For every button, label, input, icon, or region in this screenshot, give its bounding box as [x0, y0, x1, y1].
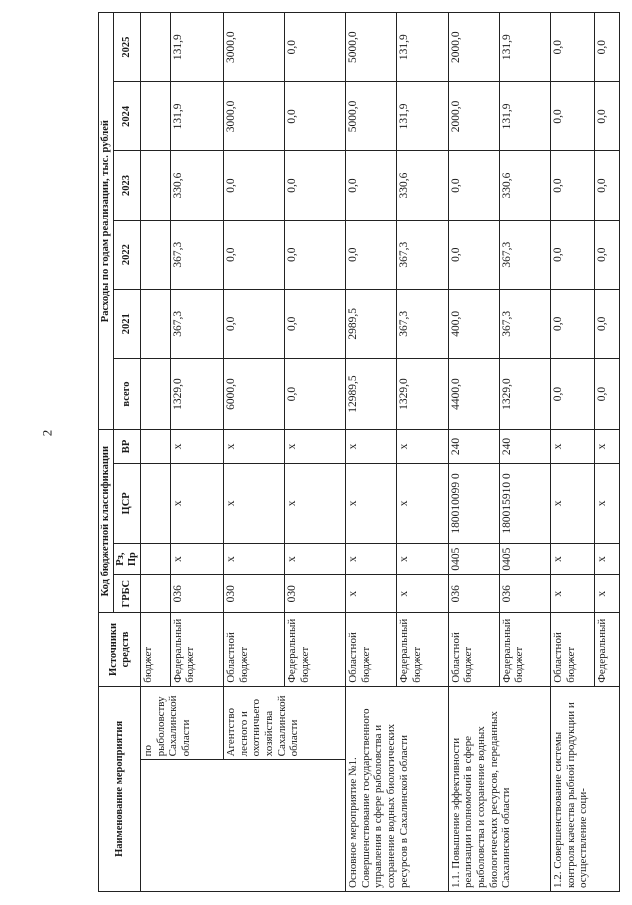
grbs-cell: 036 — [170, 575, 223, 613]
header-csr: ЦСР — [114, 463, 141, 543]
vr-cell — [141, 430, 171, 463]
y2025-cell: 0,0 — [285, 13, 346, 82]
y2021-cell: 400,0 — [448, 289, 499, 358]
rzpr-cell: x — [397, 544, 448, 575]
header-grbs: ГРБС — [114, 575, 141, 613]
source-cell: Федеральный бюджет — [285, 613, 346, 687]
y2021-cell: 2989,5 — [346, 289, 397, 358]
y2025-cell: 0,0 — [551, 13, 595, 82]
y2023-cell: 0,0 — [224, 151, 285, 220]
header-name: Наименование мероприятия — [99, 686, 141, 891]
rzpr-cell: x — [594, 544, 619, 575]
header-rzpr: Рз, Пр — [114, 544, 141, 575]
y2024-cell: 131,9 — [170, 82, 223, 151]
vr-cell: x — [397, 430, 448, 463]
y2025-cell: 131,9 — [499, 13, 550, 82]
y2025-cell — [141, 13, 171, 82]
grbs-cell — [141, 575, 171, 613]
source-cell: Областной бюджет — [224, 613, 285, 687]
header-expenses-group: Расходы по годам реализации, тыс. рублей — [99, 13, 114, 430]
y2021-cell — [141, 289, 171, 358]
grbs-cell: x — [346, 575, 397, 613]
name-cell — [141, 760, 346, 892]
csr-cell: x — [346, 463, 397, 543]
rzpr-cell: x — [346, 544, 397, 575]
total-cell: 12989,5 — [346, 358, 397, 429]
y2023-cell: 0,0 — [285, 151, 346, 220]
header-row-1 — [99, 13, 114, 892]
total-cell: 1329,0 — [170, 358, 223, 429]
y2024-cell: 0,0 — [285, 82, 346, 151]
total-cell: 1329,0 — [397, 358, 448, 429]
rotated-table-wrapper — [98, 12, 620, 892]
total-cell: 6000,0 — [224, 358, 285, 429]
rzpr-cell: 0405 — [448, 544, 499, 575]
budget-table — [98, 12, 620, 892]
rzpr-cell: x — [551, 544, 595, 575]
y2021-cell: 367,3 — [397, 289, 448, 358]
grbs-cell: x — [397, 575, 448, 613]
rzpr-cell — [141, 544, 171, 575]
header-2021: 2021 — [114, 289, 141, 358]
source-cell: Федеральный — [594, 613, 619, 687]
y2024-cell: 0,0 — [594, 82, 619, 151]
y2023-cell: 0,0 — [551, 151, 595, 220]
header-2025: 2025 — [114, 13, 141, 82]
name-cell: Основное мероприятие №1. Совершенствование государственного управления в сфере рыболовства и сохранение водных биологических ресурсов в Сахалинской области — [346, 686, 448, 891]
source-cell: Федеральный бюджет — [499, 613, 550, 687]
y2022-cell: 367,3 — [397, 220, 448, 289]
source-cell: бюджет — [141, 613, 171, 687]
vr-cell: x — [551, 430, 595, 463]
source-cell: Областной бюджет — [346, 613, 397, 687]
header-sources: Источники средств — [99, 613, 141, 687]
grbs-cell: x — [594, 575, 619, 613]
y2022-cell: 0,0 — [551, 220, 595, 289]
vr-cell: x — [170, 430, 223, 463]
grbs-cell: 036 — [448, 575, 499, 613]
csr-cell — [141, 463, 171, 543]
y2024-cell: 131,9 — [397, 82, 448, 151]
y2021-cell: 0,0 — [594, 289, 619, 358]
y2023-cell: 330,6 — [397, 151, 448, 220]
rzpr-cell: x — [170, 544, 223, 575]
vr-cell: 240 — [499, 430, 550, 463]
y2023-cell: 330,6 — [170, 151, 223, 220]
csr-cell: x — [224, 463, 285, 543]
vr-cell: x — [594, 430, 619, 463]
vr-cell: x — [285, 430, 346, 463]
grbs-cell: 030 — [285, 575, 346, 613]
csr-cell: x — [285, 463, 346, 543]
y2023-cell: 0,0 — [346, 151, 397, 220]
csr-cell: x — [397, 463, 448, 543]
y2021-cell: 0,0 — [224, 289, 285, 358]
source-cell: Областной бюджет — [448, 613, 499, 687]
agency-cell: по рыболовству Сахалинской области — [141, 686, 224, 760]
y2025-cell: 131,9 — [397, 13, 448, 82]
source-cell: Федеральный бюджет — [170, 613, 223, 687]
y2022-cell: 367,3 — [499, 220, 550, 289]
y2021-cell: 0,0 — [285, 289, 346, 358]
total-cell: 0,0 — [285, 358, 346, 429]
y2025-cell: 131,9 — [170, 13, 223, 82]
y2021-cell: 367,3 — [499, 289, 550, 358]
y2024-cell: 5000,0 — [346, 82, 397, 151]
header-total: всего — [114, 358, 141, 429]
header-2023: 2023 — [114, 151, 141, 220]
y2023-cell: 330,6 — [499, 151, 550, 220]
y2023-cell: 0,0 — [448, 151, 499, 220]
total-cell: 1329,0 — [499, 358, 550, 429]
grbs-cell: 030 — [224, 575, 285, 613]
vr-cell: x — [346, 430, 397, 463]
y2024-cell: 3000,0 — [224, 82, 285, 151]
header-2022: 2022 — [114, 220, 141, 289]
total-cell: 0,0 — [551, 358, 595, 429]
agency-cell: Агентство лесного и охотничьего хозяйства Сахалинской области — [224, 686, 346, 760]
rzpr-cell: 0405 — [499, 544, 550, 575]
y2024-cell: 0,0 — [551, 82, 595, 151]
y2023-cell: 0,0 — [594, 151, 619, 220]
name-cell: 1.1. Повышение эффективности реализации полномочий в сфере рыболовства и сохранение водных биологических ресурсов, переданных Сахалинской области — [448, 686, 550, 891]
name-cell: 1.2. Совершенствование системы контроля качества рыбной продукции и осуществление соци- — [551, 686, 620, 891]
csr-cell: x — [594, 463, 619, 543]
total-cell: 0,0 — [594, 358, 619, 429]
vr-cell: x — [224, 430, 285, 463]
total-cell: 4400,0 — [448, 358, 499, 429]
grbs-cell: x — [551, 575, 595, 613]
rzpr-cell: x — [224, 544, 285, 575]
page-number: 2 — [39, 429, 55, 437]
table-row — [448, 13, 499, 892]
y2022-cell: 0,0 — [285, 220, 346, 289]
y2021-cell: 367,3 — [170, 289, 223, 358]
y2022-cell: 0,0 — [346, 220, 397, 289]
y2025-cell: 5000,0 — [346, 13, 397, 82]
y2025-cell: 2000,0 — [448, 13, 499, 82]
table-row — [141, 13, 171, 892]
y2022-cell — [141, 220, 171, 289]
y2022-cell: 367,3 — [170, 220, 223, 289]
total-cell — [141, 358, 171, 429]
header-vr: ВР — [114, 430, 141, 463]
y2025-cell: 3000,0 — [224, 13, 285, 82]
vr-cell: 240 — [448, 430, 499, 463]
y2022-cell: 0,0 — [224, 220, 285, 289]
grbs-cell: 036 — [499, 575, 550, 613]
csr-cell: x — [170, 463, 223, 543]
csr-cell: 180010099 0 — [448, 463, 499, 543]
csr-cell: 180015910 0 — [499, 463, 550, 543]
y2021-cell: 0,0 — [551, 289, 595, 358]
y2024-cell: 2000,0 — [448, 82, 499, 151]
source-cell: Областной бюджет — [551, 613, 595, 687]
y2022-cell: 0,0 — [448, 220, 499, 289]
y2024-cell — [141, 82, 171, 151]
table-row — [551, 13, 595, 892]
table-row — [224, 13, 285, 892]
rzpr-cell: x — [285, 544, 346, 575]
source-cell: Федеральный бюджет — [397, 613, 448, 687]
csr-cell: x — [551, 463, 595, 543]
header-code-group: Код бюджетной классификации — [99, 430, 114, 613]
header-2024: 2024 — [114, 82, 141, 151]
table-row — [346, 13, 397, 892]
y2023-cell — [141, 151, 171, 220]
y2022-cell: 0,0 — [594, 220, 619, 289]
y2025-cell: 0,0 — [594, 13, 619, 82]
y2024-cell: 131,9 — [499, 82, 550, 151]
